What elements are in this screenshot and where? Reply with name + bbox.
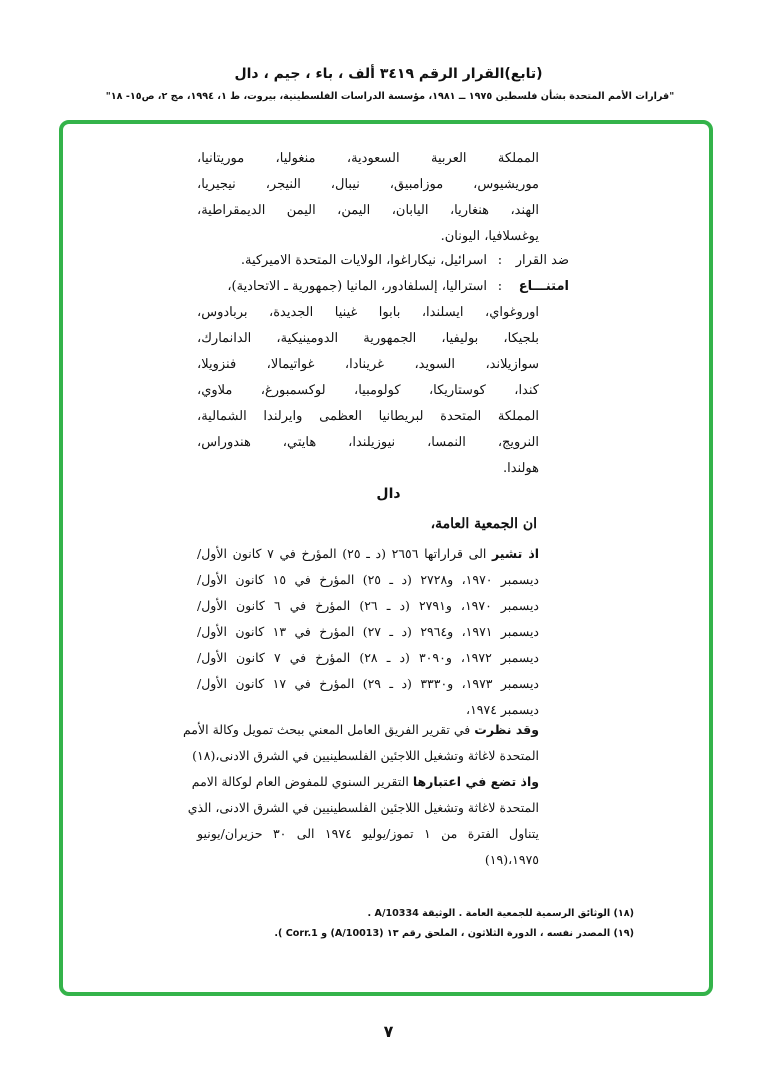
paragraph-text: التقرير السنوي للمفوض العام لوكالة الامم: [191, 774, 413, 789]
paragraph-line: ديسمبر ١٩٧٤،: [466, 702, 539, 717]
list-line: كندا، كوستاريكا، كولومبيا، لوكسمبورغ، ملاوي،: [197, 383, 539, 398]
paragraph-line: ديسمبر ١٩٧٠، و٢٧٢٨ (د ـ ٢٥) المؤرخ في ١٥ كانون الأول/: [197, 572, 539, 587]
list-line: سوازيلاند، السويد، غرينادا، غواتيمالا، فنزويلا،: [197, 357, 539, 372]
abstain-row: [197, 274, 569, 300]
abstain-label: امتنـــاع: [518, 279, 569, 294]
paragraph-line: [191, 769, 539, 795]
paragraph-line: ديسمبر ١٩٧٣، و٣٣٣٠ (د ـ ٢٩) المؤرخ في ١٧ كانون الأول/: [197, 676, 539, 691]
against-countries: اسرائيل، نيكاراغوا، الولايات المتحدة الاميركية.: [240, 253, 487, 268]
list-line: هولندا.: [502, 461, 539, 476]
paragraph-line: ١٩٧٥،(١٩): [484, 852, 539, 867]
page-number: ٧: [383, 1022, 394, 1041]
list-line: اوروغواي، ايسلندا، بابوا غينيا الجديدة، بربادوس،: [197, 305, 539, 320]
against-label: ضد القرار: [515, 253, 569, 268]
page-header-title: (تابع)القرار الرقم ٣٤١٩ ألف ، باء ، جيم ، دال: [234, 66, 543, 82]
against-row: [197, 248, 569, 274]
paragraph-line: [197, 541, 539, 567]
colon: :: [497, 279, 503, 294]
page-header-source: "قرارات الأمم المتحدة بشأن فلسطين ١٩٧٥ ــ ١٩٨١، مؤسسة الدراسات الفلسطينية، بيروت، ط ١، ١٩٩٤، مج ٢، ص١٥- ١٨": [105, 91, 675, 102]
in-favor-list: [197, 146, 539, 250]
footnote-18: (١٨) الوثائق الرسمية للجمعية العامة . الوثيقة A/10334 .: [367, 908, 634, 919]
paragraph-line: المتحدة لاغاثة وتشغيل اللاجئين الفلسطينيين في الشرق الادنى،(١٨): [192, 748, 539, 763]
paragraph-text: الى قراراتها ٢٦٥٦ (د ـ ٢٥) المؤرخ في ٧ كانون الأول/: [197, 546, 492, 561]
list-line: النرويج، النمسا، نيوزيلندا، هايتي، هندوراس،: [197, 435, 539, 450]
assembly-heading: ان الجمعية العامة،: [430, 516, 537, 532]
list-line: موريشيوس، موزامبيق، نيبال، النيجر، نيجيريا،: [197, 177, 539, 192]
considered-paragraphs: [182, 717, 539, 873]
paragraph-line: ديسمبر ١٩٧١، و٢٩٦٤ (د ـ ٢٧) المؤرخ في ١٣ كانون الأول/: [197, 624, 539, 639]
abstain-list: [197, 300, 539, 482]
paragraph-lead: وقد نظرت: [474, 722, 539, 737]
list-line: المملكة المتحدة لبريطانيا العظمى وايرلندا الشمالية،: [197, 409, 539, 424]
footnote-19: (١٩) المصدر نفسه ، الدورة الثلاثون ، الملحق رقم ١٣ (A/10013) و Corr.1 ).: [274, 928, 634, 939]
paragraph-text: في تقرير الفريق العامل المعني ببحث تمويل وكالة الأمم: [182, 722, 475, 737]
list-line: المملكة العربية السعودية، منغوليا، موريتانيا،: [197, 151, 539, 166]
vote-block: [197, 248, 569, 300]
list-line: الهند، هنغاريا، اليابان، اليمن، اليمن الديمقراطية،: [197, 203, 539, 218]
paragraph-line: ديسمبر ١٩٧٠، و٢٧٩١ (د ـ ٢٦) المؤرخ في ٦ كانون الأول/: [197, 598, 539, 613]
recall-paragraph: [197, 541, 539, 723]
paragraph-lead: اذ تشير: [492, 546, 540, 561]
paragraph-line: ديسمبر ١٩٧٢، و٣٠٩٠ (د ـ ٢٨) المؤرخ في ٧ كانون الأول/: [197, 650, 539, 665]
abstain-first-line: استراليا، إلسلفادور، المانيا (جمهورية ـ الاتحادية)،: [227, 279, 487, 294]
list-line: بلجيكا، بوليفيا، الجمهورية الدومينيكية، الدانمارك،: [197, 331, 539, 346]
colon: :: [497, 253, 503, 268]
paragraph-line: المتحدة لاغاثة وتشغيل اللاجئين الفلسطينيين في الشرق الادنى، الذي: [187, 800, 539, 815]
section-heading: دال: [376, 486, 401, 502]
list-line: يوغسلافيا، اليونان.: [440, 229, 539, 244]
paragraph-line: [182, 717, 539, 743]
paragraph-line: يتناول الفترة من ١ تموز/يوليو ١٩٧٤ الى ٣٠ حزيران/يونيو: [197, 826, 539, 841]
paragraph-lead: واذ تضع في اعتبارها: [412, 774, 539, 789]
